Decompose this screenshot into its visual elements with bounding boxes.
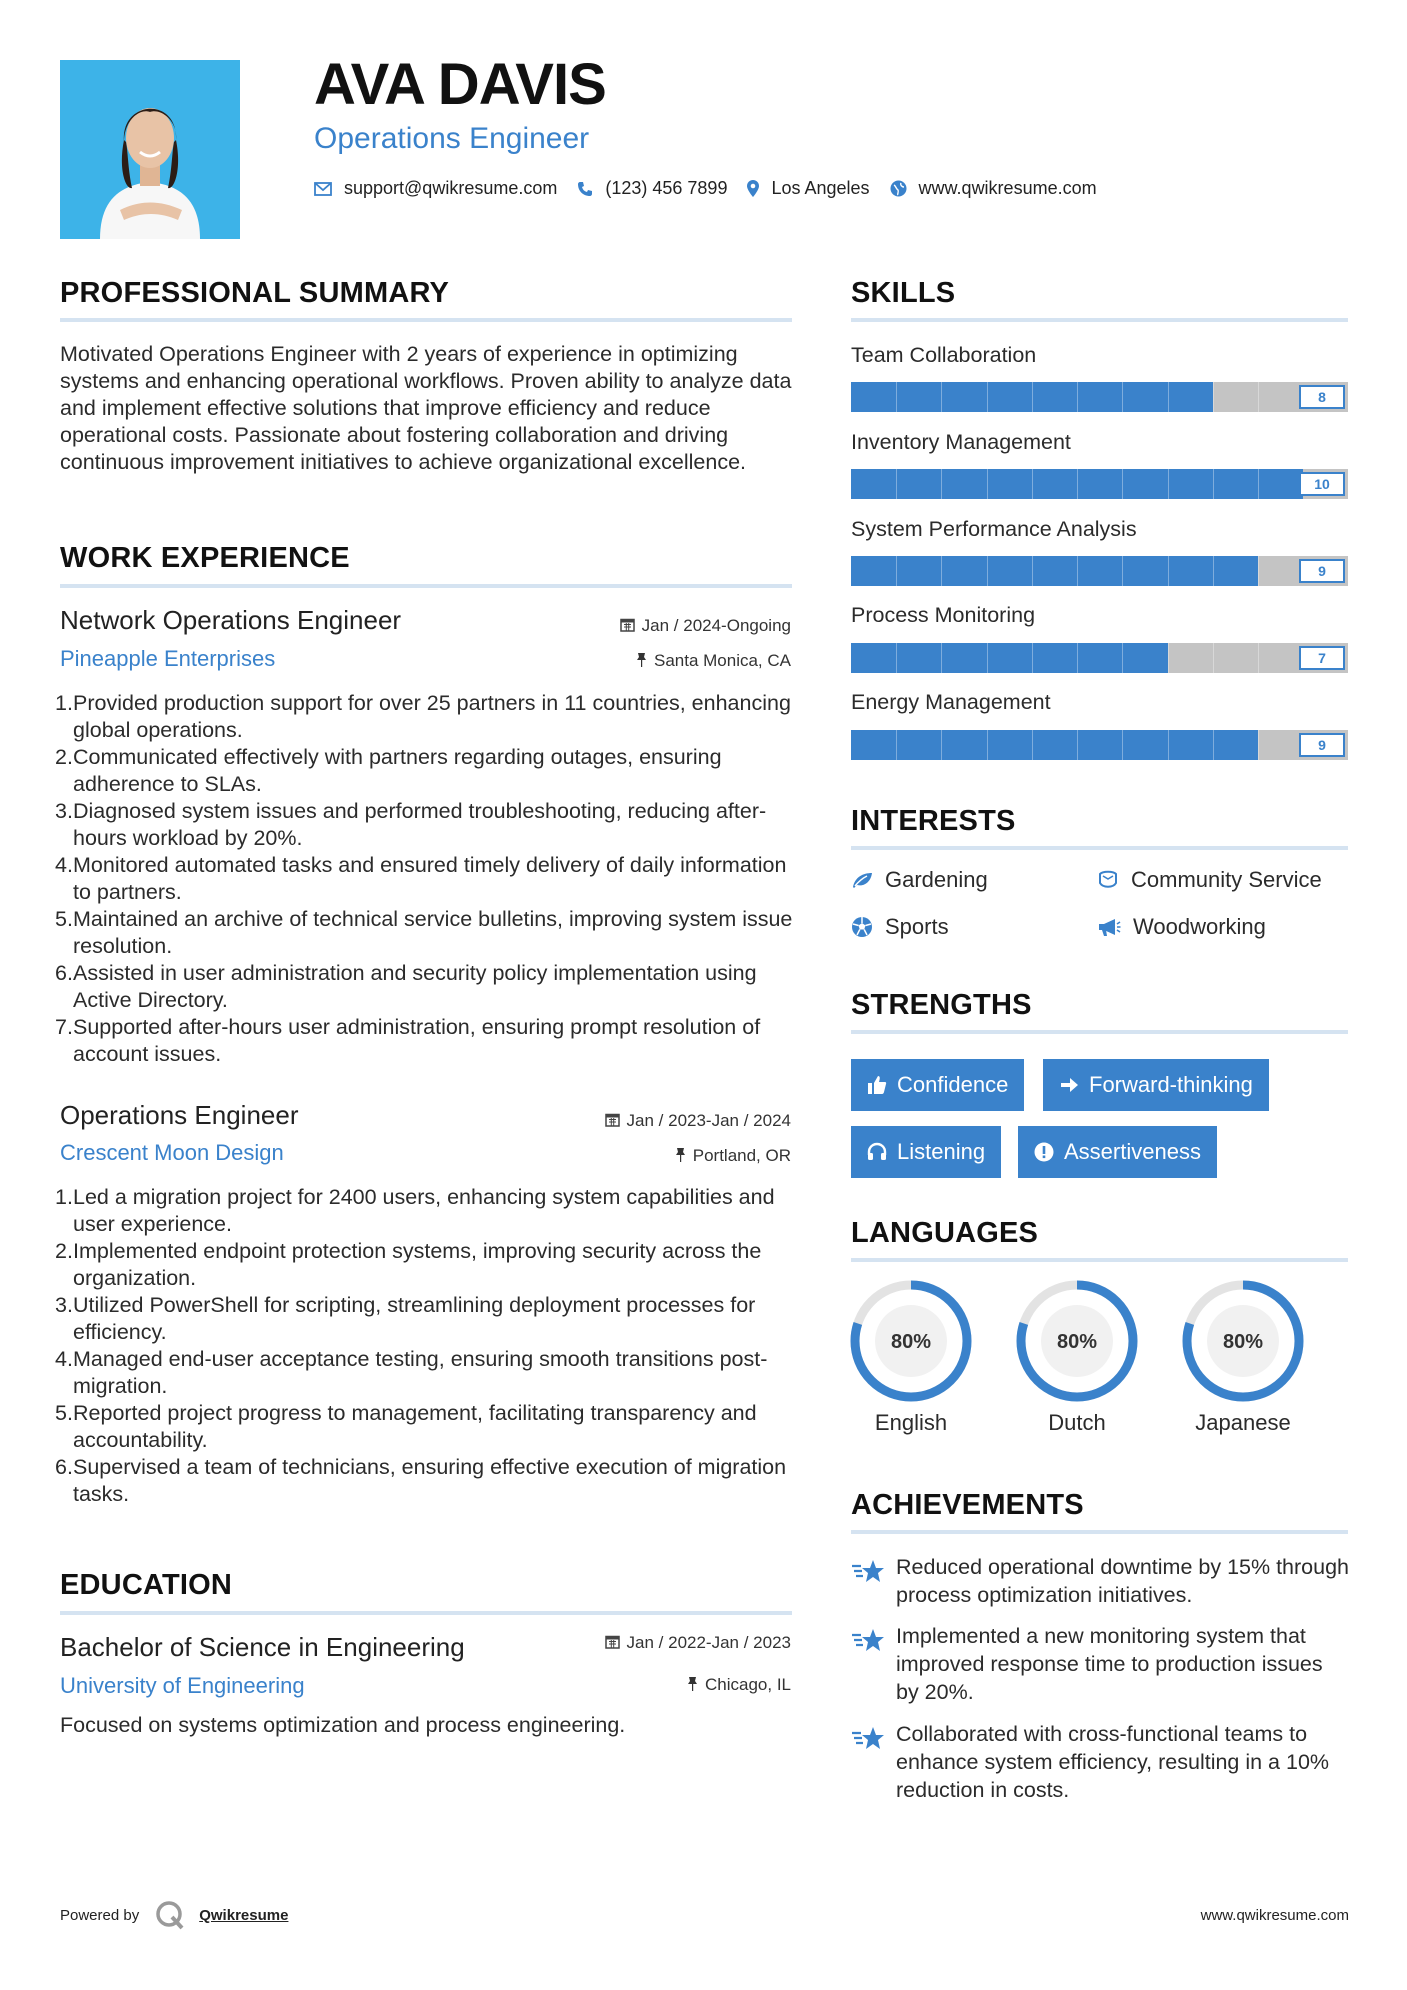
- skill-value: 10: [1299, 472, 1345, 496]
- job-dates: [620, 616, 791, 636]
- strength-badge: [851, 1059, 1024, 1111]
- language-percent: 80%: [1222, 1331, 1264, 1353]
- skill-bar-segment: [1122, 556, 1123, 586]
- skill-value: 9: [1299, 733, 1345, 757]
- interest-label: Woodworking: [1133, 914, 1266, 939]
- interests-heading: INTERESTS: [851, 805, 1016, 837]
- skill-bar-segment: [1032, 730, 1033, 760]
- skill-bar-segment: [1258, 382, 1259, 412]
- skill-bar-segment: [1213, 556, 1214, 586]
- globe-icon: [890, 180, 907, 197]
- arrow-right-icon: [1059, 1075, 1079, 1095]
- skill-bar-segment: [1077, 556, 1078, 586]
- list-item: 5. Maintained an archive of technical service bulletins, improving system issue resolution.: [55, 907, 793, 958]
- contact-email[interactable]: [314, 178, 557, 199]
- pushpin-icon: [687, 1676, 698, 1695]
- strength-badge: [1018, 1126, 1217, 1178]
- experience-divider: [60, 584, 792, 588]
- skill-bar-segment: [1213, 382, 1214, 412]
- summary-heading: PROFESSIONAL SUMMARY: [60, 277, 450, 309]
- skill-bar-segment: [1258, 469, 1259, 499]
- footer-powered-by: [60, 1900, 288, 1930]
- skill-bar-segment: [941, 469, 942, 499]
- contact-bar: [314, 178, 1117, 199]
- skill-bar: [851, 643, 1348, 673]
- envelope-icon: [314, 182, 332, 196]
- job-bullets: [55, 1184, 800, 1508]
- language-item: [1181, 1279, 1305, 1435]
- education-dates-text: Jan / 2022-Jan / 2023: [626, 1633, 791, 1652]
- candidate-name: AVA DAVIS: [314, 52, 606, 117]
- skill-bar-segment: [896, 643, 897, 673]
- skill-bar-segment: [896, 382, 897, 412]
- contact-email-text: support@qwikresume.com: [344, 178, 558, 198]
- achievement-item: Reduced operational downtime by 15% through process optimization initiatives.: [896, 1555, 1349, 1607]
- skill-bar-segment: [1213, 643, 1214, 673]
- skill-bar-fill: [851, 556, 1258, 586]
- contact-location: [747, 178, 869, 199]
- achievement-item: Collaborated with cross-functional teams to enhance system efficiency, resulting in a 10% reduction in costs.: [896, 1722, 1330, 1802]
- candidate-role: Operations Engineer: [314, 122, 590, 155]
- skill-bar-segment: [941, 382, 942, 412]
- interests-divider: [851, 846, 1348, 850]
- education-dates: [605, 1633, 791, 1653]
- school-name: University of Engineering: [60, 1673, 305, 1698]
- skill-bar-segment: [896, 469, 897, 499]
- languages-heading: LANGUAGES: [851, 1217, 1039, 1249]
- list-item: 4. Managed end-user acceptance testing, ensuring smooth transitions post-migration.: [55, 1347, 768, 1398]
- shooting-star-icon: [851, 1558, 885, 1591]
- skill-bar-segment: [1077, 382, 1078, 412]
- degree-title: Bachelor of Science in Engineering: [60, 1632, 465, 1662]
- achievement-item: Implemented a new monitoring system that improved response time to production issues by 20%.: [896, 1624, 1323, 1704]
- calendar-icon: [605, 1634, 620, 1653]
- skill-bar-fill: [851, 643, 1168, 673]
- skill-bar-segment: [1168, 556, 1169, 586]
- skill-bar-segment: [1032, 469, 1033, 499]
- skill-bar-segment: [1122, 730, 1123, 760]
- education-description: Focused on systems optimization and process engineering.: [60, 1713, 626, 1737]
- skill-label: Inventory Management: [851, 430, 1071, 454]
- skill-bar-segment: [1122, 469, 1123, 499]
- list-item: 1. Led a migration project for 2400 users, enhancing system capabilities and user experience.: [55, 1185, 775, 1236]
- contact-website-text: www.qwikresume.com: [918, 178, 1097, 198]
- language-item: [849, 1279, 973, 1435]
- interest-label: Community Service: [1131, 867, 1322, 892]
- list-item: 1. Provided production support for over 25 partners in 11 countries, enhancing global operations.: [55, 691, 791, 742]
- strength-label: Assertiveness: [1064, 1139, 1201, 1164]
- skill-bar-segment: [1032, 382, 1033, 412]
- skill-bar-segment: [1122, 382, 1123, 412]
- skill-bar: [851, 382, 1348, 412]
- skill-label: System Performance Analysis: [851, 517, 1137, 541]
- skill-bar-segment: [987, 556, 988, 586]
- strengths-heading: STRENGTHS: [851, 989, 1032, 1021]
- portrait-illustration: [60, 60, 240, 239]
- skill-bar-segment: [1077, 643, 1078, 673]
- skill-label: Process Monitoring: [851, 603, 1036, 627]
- strengths-divider: [851, 1030, 1348, 1034]
- list-item: 6. Assisted in user administration and security policy implementation using Active Directory.: [55, 961, 757, 1012]
- pushpin-icon: [675, 1147, 686, 1166]
- contact-website[interactable]: [890, 178, 1097, 199]
- skill-label: Energy Management: [851, 690, 1051, 714]
- map-pin-icon: [747, 180, 759, 197]
- list-item: 2. Implemented endpoint protection systems, improving security across the organization.: [55, 1239, 762, 1290]
- skill-bar-segment: [896, 556, 897, 586]
- job-location-text: Santa Monica, CA: [653, 651, 791, 670]
- strength-label: Listening: [897, 1139, 986, 1164]
- skill-bar-segment: [941, 730, 942, 760]
- summary-text: Motivated Operations Engineer with 2 years of experience in optimizing systems and enhancing operational workflows. Proven ability to analyze data and implement effective solutions that improve efficiency and reduce operational costs. Passionate about fostering collaboration and driving continuous improvement initiatives to achieve organizational excellence.: [60, 342, 792, 474]
- list-item: 3. Diagnosed system issues and performed troubleshooting, reducing after-hours workload by 20%.: [55, 799, 767, 850]
- skill-bar-segment: [1168, 382, 1169, 412]
- hands-icon: [1097, 870, 1119, 890]
- interest-item: [851, 914, 949, 940]
- interest-item: [1097, 914, 1266, 940]
- summary-divider: [60, 318, 792, 322]
- job-title: Network Operations Engineer: [60, 605, 402, 635]
- skill-bar-segment: [1168, 469, 1169, 499]
- phone-icon: [577, 181, 593, 197]
- language-ring: [1181, 1279, 1305, 1403]
- achievements-heading: ACHIEVEMENTS: [851, 1489, 1084, 1521]
- contact-phone[interactable]: [577, 178, 727, 199]
- education-location-text: Chicago, IL: [705, 1675, 791, 1694]
- skill-bar-segment: [987, 469, 988, 499]
- skill-value: 9: [1299, 559, 1345, 583]
- skill-bar: [851, 469, 1348, 499]
- skills-heading: SKILLS: [851, 277, 956, 309]
- job-location-text: Portland, OR: [692, 1146, 791, 1165]
- skill-bar: [851, 730, 1348, 760]
- skill-bar-segment: [1032, 556, 1033, 586]
- contact-location-text: Los Angeles: [771, 178, 870, 198]
- strength-label: Forward-thinking: [1089, 1072, 1253, 1097]
- list-item: 6. Supervised a team of technicians, ensuring effective execution of migration tasks.: [55, 1455, 787, 1506]
- soccer-ball-icon: [851, 916, 873, 938]
- language-percent: 80%: [1056, 1331, 1098, 1353]
- skill-bar-segment: [1213, 469, 1214, 499]
- interest-label: Sports: [885, 914, 949, 939]
- pushpin-icon: [636, 652, 647, 671]
- education-heading: EDUCATION: [60, 1569, 233, 1601]
- skill-bar-segment: [1258, 730, 1259, 760]
- strength-badge: [1043, 1059, 1269, 1111]
- footer-website[interactable]: www.qwikresume.com: [1200, 1907, 1349, 1924]
- skill-bar-segment: [896, 730, 897, 760]
- thumbs-up-icon: [867, 1075, 887, 1095]
- skill-bar: [851, 556, 1348, 586]
- headphones-icon: [867, 1142, 887, 1162]
- skill-bar-segment: [987, 382, 988, 412]
- interest-label: Gardening: [885, 867, 988, 892]
- interest-item: [1097, 867, 1322, 893]
- skill-bar-segment: [1213, 730, 1214, 760]
- list-item: 5. Reported project progress to management, facilitating transparency and accountability.: [55, 1401, 757, 1452]
- job-dates: [605, 1111, 791, 1131]
- skills-divider: [851, 318, 1348, 322]
- skill-bar-segment: [1258, 643, 1259, 673]
- strength-label: Confidence: [897, 1072, 1009, 1097]
- skill-bar-segment: [1168, 730, 1169, 760]
- achievements-divider: [851, 1530, 1348, 1534]
- qwikresume-link[interactable]: Qwikresume: [199, 1906, 289, 1924]
- language-name: Dutch: [1048, 1410, 1106, 1435]
- skill-label: Team Collaboration: [851, 343, 1037, 367]
- job-location: [675, 1146, 791, 1166]
- skill-bar-segment: [1122, 643, 1123, 673]
- skill-bar-segment: [1077, 730, 1078, 760]
- megaphone-icon: [1097, 917, 1121, 937]
- skill-bar-segment: [1258, 556, 1259, 586]
- calendar-icon: [605, 1112, 620, 1131]
- skill-bar-segment: [987, 730, 988, 760]
- skill-bar-segment: [1168, 643, 1169, 673]
- qwikresume-logo-icon: [155, 1900, 185, 1930]
- shooting-star-icon: [851, 1627, 885, 1660]
- shooting-star-icon: [851, 1725, 885, 1758]
- language-name: English: [874, 1410, 948, 1435]
- job-bullets: [55, 690, 800, 1068]
- language-item: [1015, 1279, 1139, 1435]
- experience-heading: WORK EXPERIENCE: [60, 542, 350, 574]
- language-ring: [849, 1279, 973, 1403]
- language-name: Japanese: [1195, 1410, 1291, 1435]
- interest-item: [851, 867, 988, 893]
- list-item: 2. Communicated effectively with partners regarding outages, ensuring adherence to SLAs.: [55, 745, 722, 796]
- skill-value: 8: [1299, 385, 1345, 409]
- job-dates-text: Jan / 2023-Jan / 2024: [626, 1111, 791, 1130]
- job-company: Crescent Moon Design: [60, 1140, 284, 1165]
- skill-bar-segment: [941, 643, 942, 673]
- profile-photo: [60, 60, 240, 239]
- skill-bar-segment: [941, 556, 942, 586]
- list-item: 7. Supported after-hours user administration, ensuring prompt resolution of account issues.: [55, 1015, 761, 1066]
- strength-badge: [851, 1126, 1001, 1178]
- languages-divider: [851, 1258, 1348, 1262]
- list-item: 4. Monitored automated tasks and ensured timely delivery of daily information to partners.: [55, 853, 787, 904]
- education-location: [687, 1675, 791, 1695]
- skill-bar-fill: [851, 730, 1258, 760]
- job-location: [636, 651, 791, 671]
- list-item: 3. Utilized PowerShell for scripting, streamlining deployment processes for efficiency.: [55, 1293, 756, 1344]
- calendar-icon: [620, 617, 635, 636]
- skill-bar-segment: [987, 643, 988, 673]
- job-title: Operations Engineer: [60, 1100, 299, 1130]
- language-percent: 80%: [890, 1331, 932, 1353]
- job-dates-text: Jan / 2024-Ongoing: [641, 616, 791, 635]
- language-ring: [1015, 1279, 1139, 1403]
- leaf-icon: [851, 871, 873, 889]
- skill-bar-segment: [1077, 469, 1078, 499]
- skill-value: 7: [1299, 646, 1345, 670]
- education-divider: [60, 1611, 792, 1615]
- powered-by-label: Powered by: [60, 1906, 140, 1924]
- job-company: Pineapple Enterprises: [60, 646, 276, 671]
- skill-bar-segment: [1032, 643, 1033, 673]
- contact-phone-text: (123) 456 7899: [605, 178, 728, 198]
- exclamation-circle-icon: [1034, 1142, 1054, 1162]
